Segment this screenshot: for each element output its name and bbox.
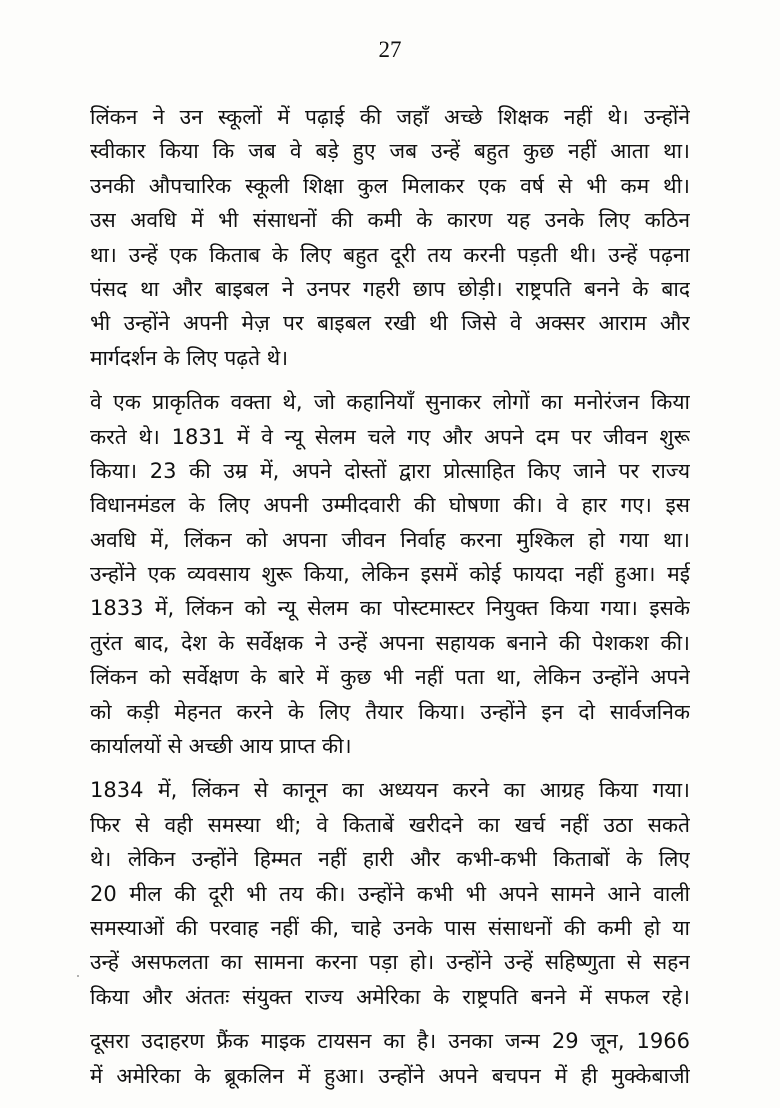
text-line: उन्हें असफलता का सामना करना पड़ा हो। उन्होंने उन्हें सहिष्णुता से सहन xyxy=(90,950,690,975)
text-line: विधानमंडल के लिए अपनी उम्मीदवारी की घोषणा की। वे हार गए। इस xyxy=(90,493,690,518)
page-number: 27 xyxy=(378,37,402,62)
text-line: अवधि में, लिंकन को अपना जीवन निर्वाह करना मुश्किल हो गया था। xyxy=(90,527,690,552)
text-line: स्वीकार किया कि जब वे बड़े हुए जब उन्हें बहुत कुछ नहीं आता था। xyxy=(90,139,690,164)
text-line: उस अवधि में भी संसाधनों की कमी के कारण यह उनके लिए कठिन xyxy=(90,208,690,233)
text-line: लिंकन को सर्वेक्षण के बारे में कुछ भी नहीं पता था, लेकिन उन्होंने अपने xyxy=(90,665,690,690)
text-line: समस्याओं की परवाह नहीं की, चाहे उनके पास संसाधनों की कमी हो या xyxy=(90,915,690,940)
text-line: किया। 23 की उम्र में, अपने दोस्तों द्वारा प्रोत्साहित किए जाने पर राज्य xyxy=(90,458,690,483)
text-line: मार्गदर्शन के लिए पढ़ते थे। xyxy=(90,345,289,370)
text-line: दूसरा उदाहरण फ्रैंक माइक टायसन का है। उनका जन्म 29 जून, 1966 xyxy=(90,1029,690,1054)
text-line: 20 मील की दूरी भी तय की। उन्होंने कभी भी अपने सामने आने वाली xyxy=(90,881,690,906)
text-line: लिंकन ने उन स्कूलों में पढ़ाई की जहाँ अच्छे शिक्षक नहीं थे। उन्होंने xyxy=(90,105,690,129)
text-line: में अमेरिका के ब्रूकलिन में हुआ। उन्होंने अपने बचपन में ही मुक्केबाजी xyxy=(90,1063,690,1088)
text-line: तुरंत बाद, देश के सर्वेक्षक ने उन्हें अपना सहायक बनाने की पेशकश की। xyxy=(90,630,690,655)
paragraph-1 xyxy=(90,100,690,375)
text-line: फिर से वही समस्या थी; वे किताबें खरीदने का खर्च नहीं उठा सकते xyxy=(90,812,690,837)
text-line: पंसद था और बाइबल ने उनपर गहरी छाप छोड़ी। राष्ट्रपति बनने के बाद xyxy=(90,276,690,301)
text-line: किया और अंततः संयुक्त राज्य अमेरिका के राष्ट्रपति बनने में सफल रहे। xyxy=(90,984,690,1009)
text-line: को कड़ी मेहनत करने के लिए तैयार किया। उन्होंने इन दो सार्वजनिक xyxy=(90,699,690,724)
paragraph-4 xyxy=(90,1024,690,1093)
body-text xyxy=(90,100,690,1103)
text-line: करते थे। 1831 में वे न्यू सेलम चले गए और अपने दम पर जीवन शुरू xyxy=(90,424,690,449)
text-line: थे। लेकिन उन्होंने हिम्मत नहीं हारी और कभी-कभी किताबों के लिए xyxy=(90,847,690,872)
text-line: उन्होंने एक व्यवसाय शुरू किया, लेकिन इसमें कोई फायदा नहीं हुआ। मई xyxy=(90,562,690,587)
text-line: था। उन्हें एक किताब के लिए बहुत दूरी तय करनी पड़ती थी। उन्हें पढ़ना xyxy=(90,242,690,267)
paragraph-3 xyxy=(90,773,690,1014)
text-line: कार्यालयों से अच्छी आय प्राप्त की। xyxy=(90,734,352,759)
text-line: उनकी औपचारिक स्कूली शिक्षा कुल मिलाकर एक वर्ष से भी कम थी। xyxy=(90,173,690,198)
text-line: 1833 में, लिंकन को न्यू सेलम का पोस्टमास्टर नियुक्त किया गया। इसके xyxy=(90,596,690,621)
scan-speck xyxy=(77,975,79,977)
paragraph-2 xyxy=(90,385,690,763)
text-line: वे एक प्राकृतिक वक्ता थे, जो कहानियाँ सुनाकर लोगों का मनोरंजन किया xyxy=(90,390,690,415)
text-line: भी उन्होंने अपनी मेज़ पर बाइबल रखी थी जिसे वे अक्सर आराम और xyxy=(90,311,690,336)
text-line: 1834 में, लिंकन से कानून का अध्ययन करने का आग्रह किया गया। xyxy=(90,778,690,803)
